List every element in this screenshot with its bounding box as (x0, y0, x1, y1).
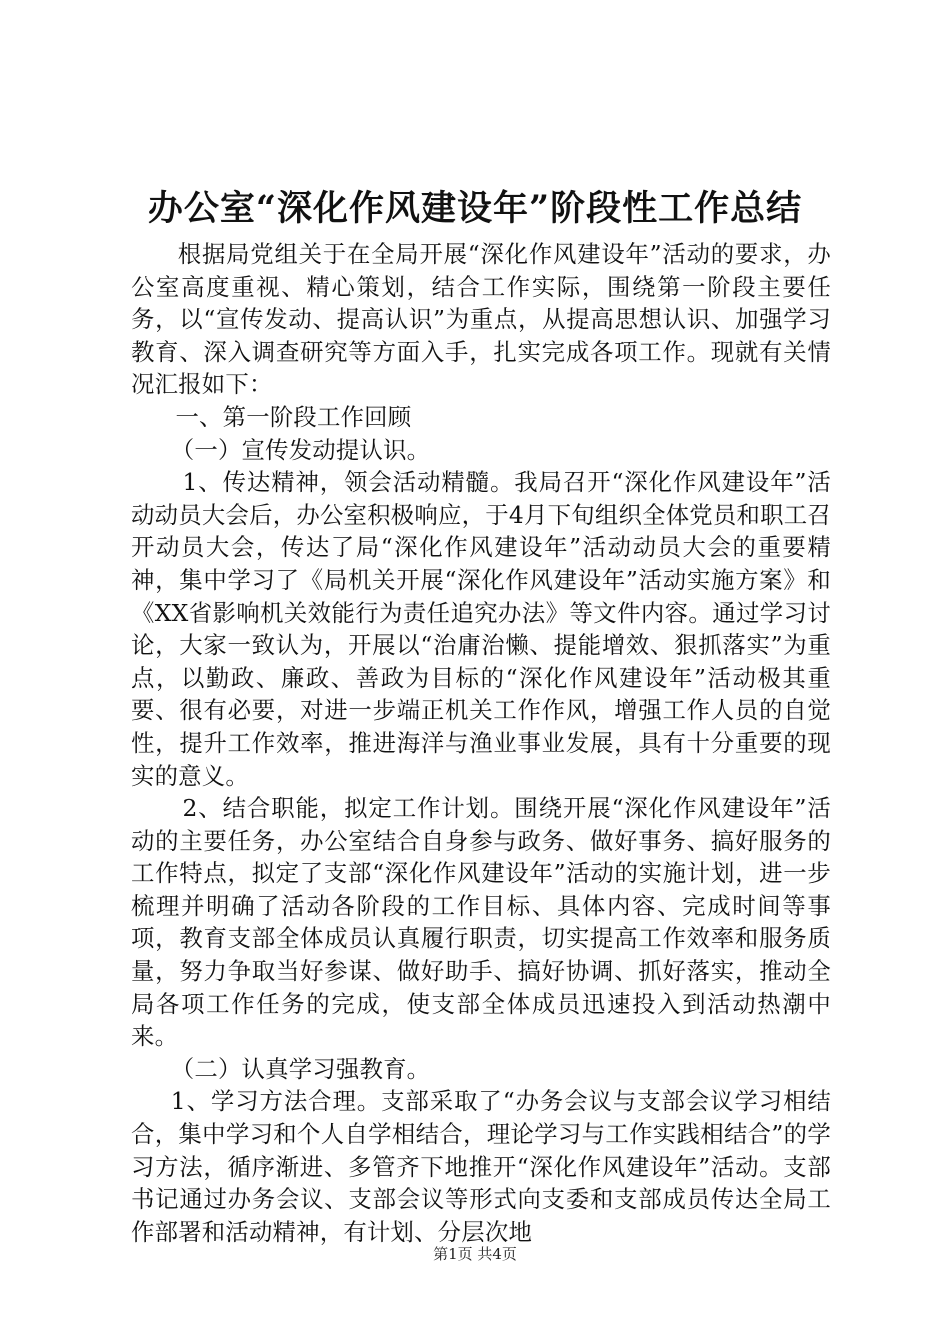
paragraph-intro: 根据局党组关于在全局开展“深化作风建设年”活动的要求，办公室高度重视、精心策划，结合工作实际，围绕第一阶段主要任务，以“宣传发动、提高认识”为重点，从提高思想认识、加强学习教育、深入调查研究等方面入手，扎实完成各项工作。现就有关情况汇报如下： (131, 240, 831, 399)
paragraph-item-1-2: 2、结合职能，拟定工作计划。围绕开展“深化作风建设年”活动的主要任务，办公室结合自身参与政务、做好事务、搞好服务的工作特点，拟定了支部“深化作风建设年”活动的实施计划，进一步梳理并明确了活动各阶段的工作目标、具体内容、完成时间等事项，教育支部全体成员认真履行职责，切实提高工作效率和服务质量，努力争取当好参谋、做好助手、搞好协调、抓好落实，推动全局各项工作任务的完成，使支部全体成员迅速投入到活动热潮中来。 (131, 794, 831, 1051)
subsection-heading-2: （二）认真学习强教育。 (170, 1054, 431, 1083)
page-number: 第1页 共4页 (433, 1245, 517, 1263)
section-heading-1: 一、第一阶段工作回顾 (175, 402, 412, 431)
document-title: 办公室“深化作风建设年”阶段性工作总结 (147, 188, 803, 229)
paragraph-item-1-1: 1、传达精神，领会活动精髓。我局召开“深化作风建设年”活动动员大会后，办公室积极响应，于4月下旬组织全体党员和职工召开动员大会，传达了局“深化作风建设年”活动动员大会的重要精神，集中学习了《局机关开展“深化作风建设年”活动实施方案》和《XX省影响机关效能行为责任追究办法》等文件内容。通过学习讨论，大家一致认为，开展以“治庸治懒、提能增效、狠抓落实”为重点，以勤政、廉政、善政为目标的“深化作风建设年”活动极其重要、很有必要，对进一步端正机关工作作风，增强工作人员的自觉性，提升工作效率，推进海洋与渔业事业发展，具有十分重要的现实的意义。 (131, 468, 831, 790)
document-body (131, 238, 831, 1248)
paragraph-item-2-1: 1、学习方法合理。支部采取了“办务会议与支部会议学习相结合，集中学习和个人自学相结合，理论学习与工作实践相结合”的学习方法，循序渐进、多管齐下地推开“深化作风建设年”活动。支部书记通过办务会议、支部会议等形式向支委和支部成员传达全局工作部署和活动精神，有计划、分层次地 (131, 1087, 831, 1246)
subsection-heading-1: （一）宣传发动提认识。 (170, 435, 431, 464)
